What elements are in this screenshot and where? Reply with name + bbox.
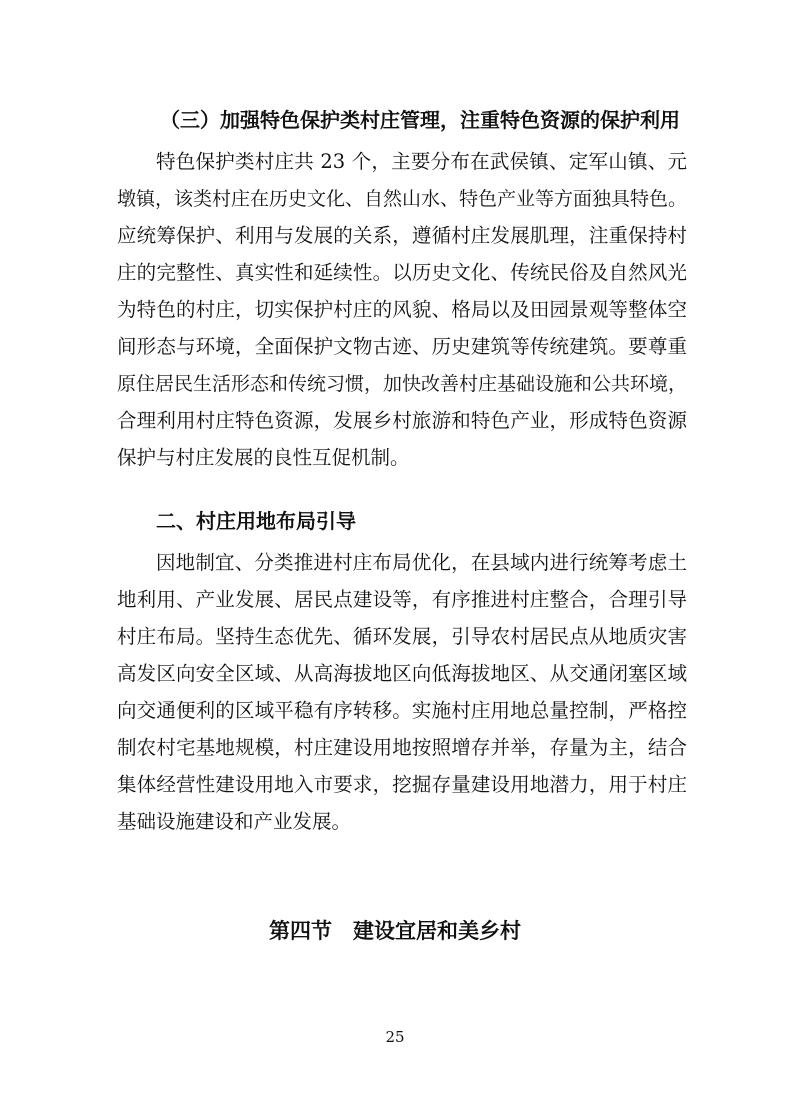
paragraph-line: 特色保护类村庄共 23 个，主要分布在武侯镇、定军山镇、元	[156, 150, 687, 173]
paragraph-line: 为特色的村庄，切实保护村庄的风貌、格局以及田园景观等整体空	[117, 298, 687, 321]
paragraph-line: 地利用、产业发展、居民点建设等，有序推进村庄整合，合理引导	[117, 588, 687, 611]
paragraph-line: 因地制宜、分类推进村庄布局优化，在县域内进行统筹考虑土	[156, 551, 687, 574]
subheading-protect-villages: （三）加强特色保护类村庄管理，注重特色资源的保护利用	[160, 108, 680, 132]
paragraph-line: 制农村宅基地规模，村庄建设用地按照增存并举，存量为主，结合	[117, 736, 687, 759]
subheading-land-layout: 二、村庄用地布局引导	[156, 509, 356, 533]
paragraph-line: 高发区向安全区域、从高海拔地区向低海拔地区、从交通闭塞区域	[117, 662, 687, 685]
paragraph-line: 保护与村庄发展的良性互促机制。	[117, 446, 410, 469]
paragraph-line: 间形态与环境，全面保护文物古迹、历史建筑等传统建筑。要尊重	[117, 335, 687, 358]
paragraph-line: 村庄布局。坚持生态优先、循环发展，引导农村居民点从地质灾害	[117, 625, 687, 648]
page-number: 25	[385, 1028, 405, 1046]
paragraph-line: 应统筹保护、利用与发展的关系，遵循村庄发展肌理，注重保持村	[117, 224, 687, 247]
paragraph-line: 合理利用村庄特色资源，发展乡村旅游和特色产业，形成特色资源	[117, 409, 687, 432]
paragraph-line: 集体经营性建设用地入市要求，挖掘存量建设用地潜力，用于村庄	[117, 773, 687, 796]
paragraph-line: 庄的完整性、真实性和延续性。以历史文化、传统民俗及自然风光	[117, 261, 687, 284]
paragraph-line: 基础设施建设和产业发展。	[117, 810, 352, 833]
paragraph-line: 向交通便利的区域平稳有序转移。实施村庄用地总量控制，严格控	[117, 699, 687, 722]
paragraph-line: 原住居民生活形态和传统习惯，加快改善村庄基础设施和公共环境，	[117, 373, 688, 395]
section-title: 第四节 建设宜居和美乡村	[269, 918, 521, 943]
paragraph-line: 墩镇，该类村庄在历史文化、自然山水、特色产业等方面独具特色。	[117, 188, 688, 210]
